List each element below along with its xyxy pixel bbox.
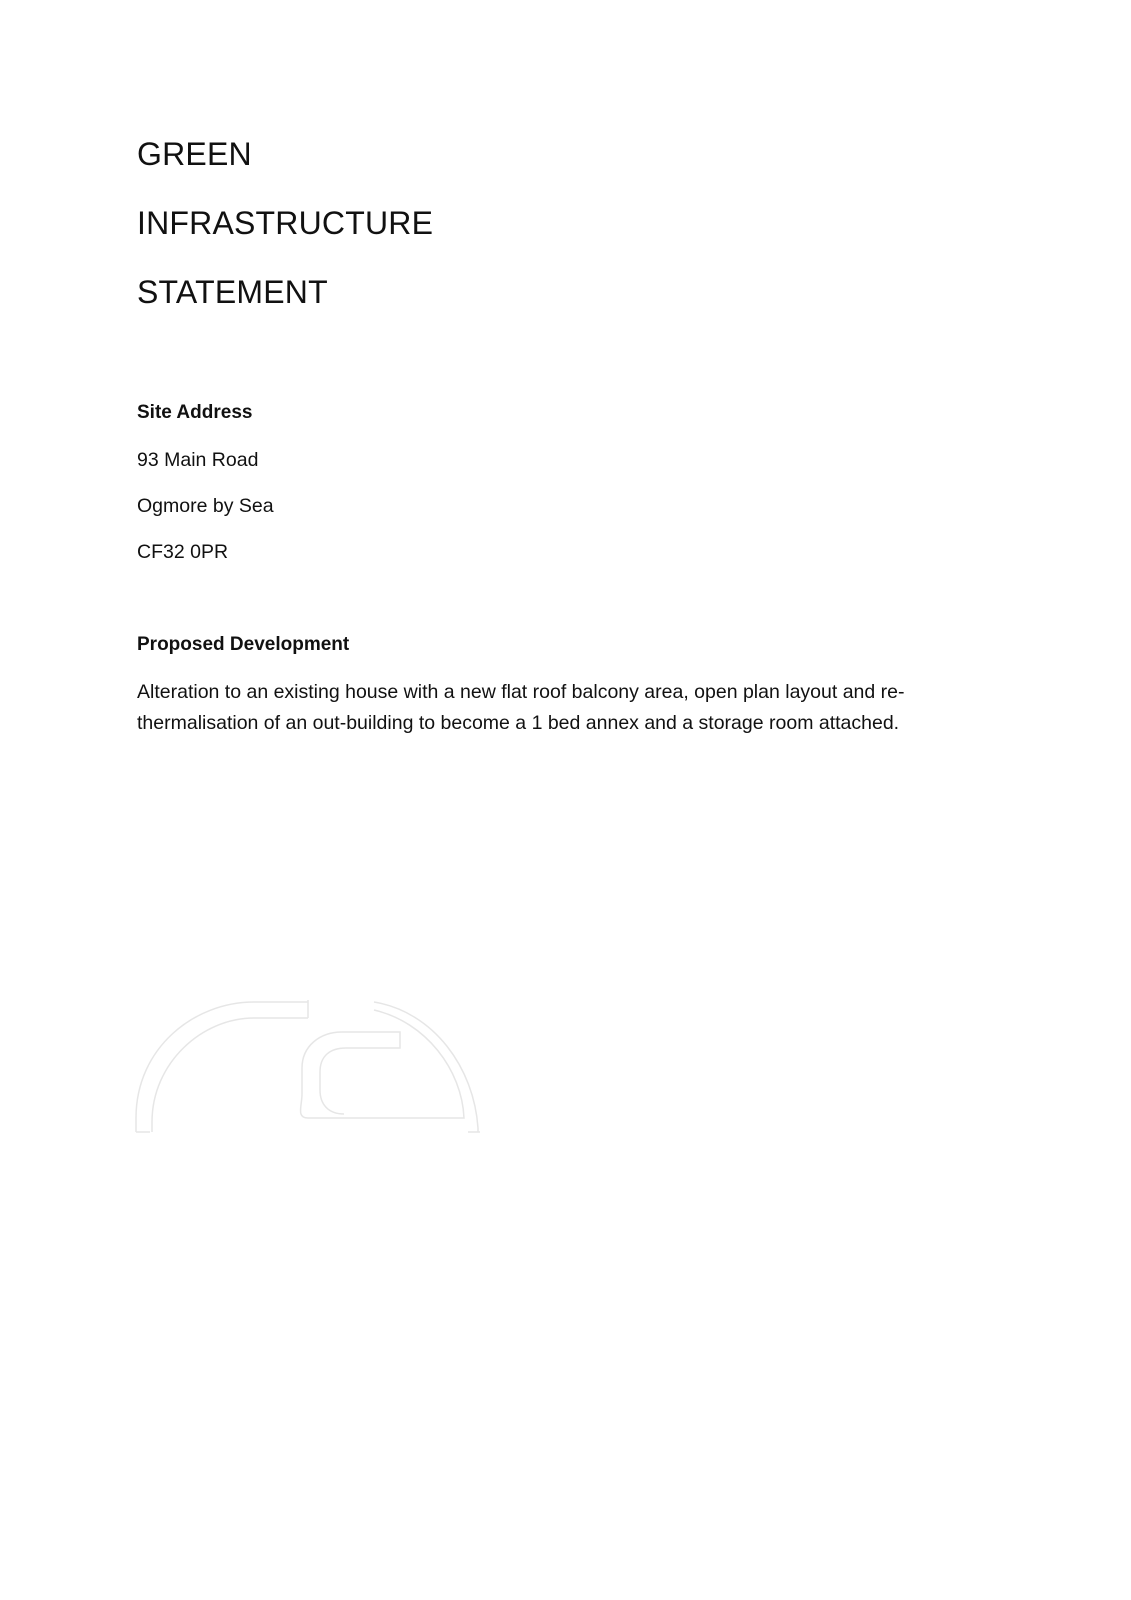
title-line-1: GREEN [137,136,252,172]
site-address-heading: Site Address [137,402,253,423]
address-line-town: Ogmore by Sea [137,495,274,517]
title-line-3: STATEMENT [137,274,328,310]
document-title [137,138,433,345]
title-line-2: INFRASTRUCTURE [137,205,434,241]
address-line-postcode: CF32 0PR [137,541,229,563]
faint-outline-logo-icon [134,998,480,1134]
proposed-development-heading: Proposed Development [137,634,350,655]
proposed-development-text: Alteration to an existing house with a new flat roof balcony area, open plan layout and re-thermalisation of an out-building to become a 1 bed annex and a storage room attached. [137,681,905,734]
address-line-street: 93 Main Road [137,449,259,471]
